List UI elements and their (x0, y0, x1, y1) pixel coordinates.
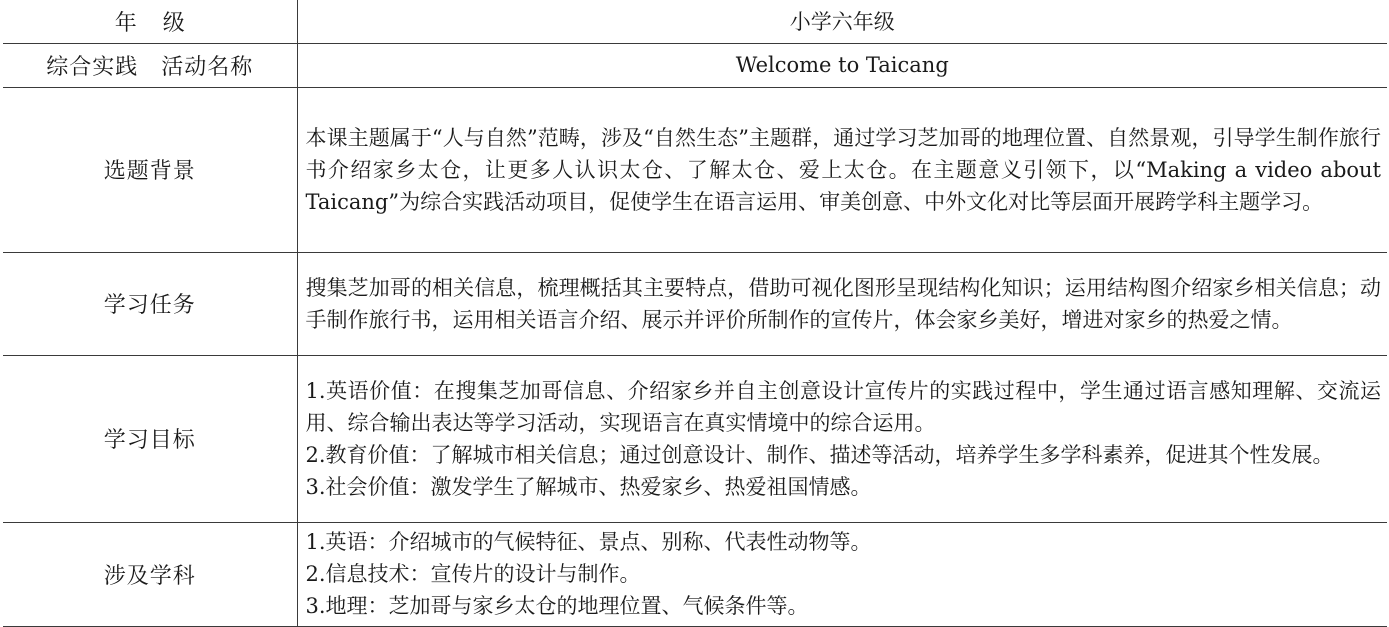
activity-name-label: 综合实践 活动名称 (3, 43, 297, 87)
background-text (297, 87, 1387, 252)
subject-item: 2.信息技术：宣传片的设计与制作。 (305, 562, 641, 586)
objectives-list (297, 355, 1387, 522)
background-label: 选题背景 (3, 87, 297, 252)
subjects-list (297, 522, 1387, 626)
subject-item: 1.英语：介绍城市的气候特征、景点、别称、代表性动物等。 (305, 530, 872, 554)
row-activity-name (3, 43, 1387, 87)
objective-item: 2.教育价值：了解城市相关信息；通过创意设计、制作、描述等活动，培养学生多学科素养，促进其个性发展。 (305, 442, 1334, 467)
tasks-text (297, 252, 1387, 355)
tasks-paragraph: 搜集芝加哥的相关信息，梳理概括其主要特点，借助可视化图形呈现结构化知识；运用结构图介绍家乡相关信息；动手制作旅行书，运用相关语言介绍、展示并评价所制作的宣传片，体会家乡美好，增进对家乡的热爱之情。 (305, 275, 1381, 332)
objective-item: 1.英语价值：在搜集芝加哥信息、介绍家乡并自主创意设计宣传片的实践过程中，学生通过语言感知理解、交流运用、综合输出表达等学习活动，实现语言在真实情境中的综合运用。 (305, 378, 1381, 435)
row-tasks (3, 252, 1387, 355)
objective-item: 3.社会价值：激发学生了解城市、热爱家乡、热爱祖国情感。 (305, 474, 872, 499)
plan-table (3, 0, 1387, 627)
row-objectives (3, 355, 1387, 522)
subject-item: 3.地理：芝加哥与家乡太仓的地理位置、气候条件等。 (305, 594, 809, 618)
row-subjects (3, 522, 1387, 626)
tasks-label: 学习任务 (3, 252, 297, 355)
background-paragraph: 本课主题属于“人与自然”范畴，涉及“自然生态”主题群，通过学习芝加哥的地理位置、自然景观，引导学生制作旅行书介绍家乡太仓，让更多人认识太仓、了解太仓、爱上太仓。在主题意义引领下，以“Making a video about Taicang”为综合实践活动项目，促使学生在语言运用、审美创意、中外文化对比等层面开展跨学科主题学习。 (305, 125, 1381, 214)
row-background (3, 87, 1387, 252)
row-grade (3, 0, 1387, 43)
objectives-label: 学习目标 (3, 355, 297, 522)
activity-name-value: Welcome to Taicang (297, 43, 1387, 87)
grade-label: 年级 (3, 0, 297, 43)
grade-value: 小学六年级 (297, 0, 1387, 43)
subjects-label: 涉及学科 (3, 522, 297, 626)
